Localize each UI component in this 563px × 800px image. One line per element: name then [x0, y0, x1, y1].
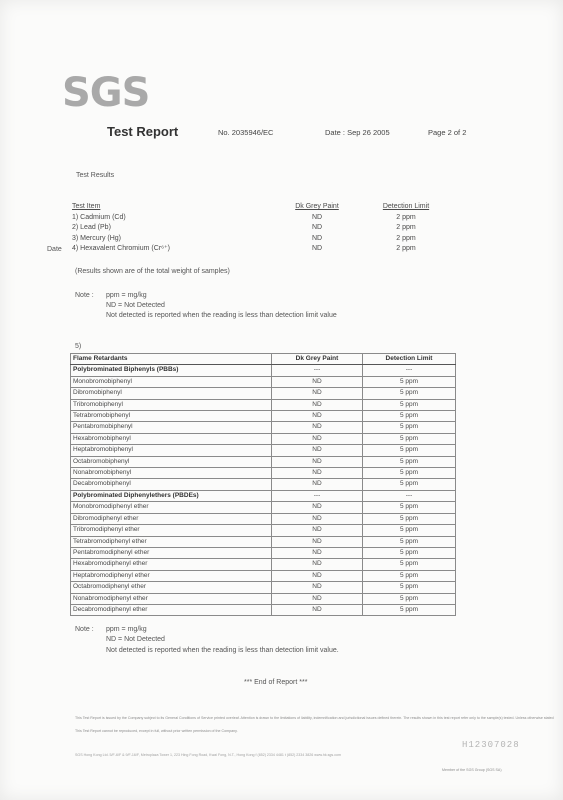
footer-disclaimer: This Test Report is issued by the Company subject to its General Conditions of Service printed overleaf. Attention is drawn to the limitations of liability, indemnification and jurisdictional issues defined therein. The results shown in this test report refer only to the sample(s) tested. Unless otherwise stated: [75, 716, 554, 720]
sgs-logo: SGS: [62, 70, 150, 116]
compound-name: Pentabromobiphenyl: [71, 422, 272, 433]
table-row: [71, 468, 456, 479]
result-value: ND: [311, 213, 323, 221]
detection-limit: 5 ppm: [363, 411, 456, 422]
table-row: [71, 582, 456, 593]
compound-name: Nonabromodiphenyl ether: [71, 593, 272, 604]
stamp-number: H12307028: [462, 740, 520, 750]
note-prefix: Note :: [75, 292, 94, 299]
compound-name: Octabromodiphenyl ether: [71, 582, 272, 593]
compound-name: Tetrabromobiphenyl: [71, 411, 272, 422]
table-group-row: [71, 490, 456, 501]
test-results-label: Test Results: [76, 172, 115, 179]
detection-limit: 5 ppm: [363, 582, 456, 593]
test-item: 4) Hexavalent Chromium (Cr⁶⁺): [72, 245, 170, 252]
compound-name: Monobromodiphenyl ether: [71, 502, 272, 513]
table-row: [71, 570, 456, 581]
flame-retardants-table: [70, 353, 456, 616]
result-value: ND: [311, 234, 323, 242]
table-row: [71, 376, 456, 387]
compound-name: Hexabromobiphenyl: [71, 433, 272, 444]
table-row: [72, 223, 450, 234]
detection-limit: ---: [363, 490, 456, 501]
table-row: [71, 422, 456, 433]
column-header: Flame Retardants: [71, 354, 272, 365]
table-row: [71, 547, 456, 558]
result-value: ND: [272, 570, 363, 581]
result-value: ND: [311, 224, 323, 231]
table-row: [72, 234, 450, 245]
table-row: [72, 213, 450, 224]
note-line: Not detected is reported when the reading is less than detection limit value.: [106, 647, 339, 654]
result-value: ND: [272, 559, 363, 570]
detection-limit: 5 ppm: [363, 433, 456, 444]
section-number: 5): [75, 343, 82, 350]
compound-name: Tribromobiphenyl: [71, 399, 272, 410]
compound-name: Polybrominated Biphenyls (PBBs): [71, 365, 272, 376]
result-value: ND: [272, 547, 363, 558]
note-line: Not detected is reported when the reading is less than detection limit value: [106, 312, 337, 319]
detection-limit: 5 ppm: [363, 468, 456, 479]
table-row: [71, 456, 456, 467]
compound-name: Nonabromobiphenyl: [71, 468, 272, 479]
detection-limit: ---: [363, 365, 456, 376]
result-value: ND: [272, 604, 363, 615]
detection-limit: 5 ppm: [363, 456, 456, 467]
table-row: [71, 536, 456, 547]
table-row: [71, 502, 456, 513]
result-value: ND: [272, 536, 363, 547]
compound-name: Dibromobiphenyl: [71, 388, 272, 399]
compound-name: Hexabromodiphenyl ether: [71, 559, 272, 570]
result-value: ND: [272, 422, 363, 433]
note-line: ND = Not Detected: [106, 636, 165, 643]
table-row: [71, 513, 456, 524]
detection-limit: 5 ppm: [363, 376, 456, 387]
detection-limit: 5 ppm: [363, 479, 456, 490]
table-row: [71, 479, 456, 490]
result-value: ND: [272, 525, 363, 536]
test-item: 1) Cadmium (Cd): [72, 213, 126, 221]
detection-limit: 5 ppm: [363, 547, 456, 558]
compound-name: Heptabromodiphenyl ether: [71, 570, 272, 581]
results-note: (Results shown are of the total weight of samples): [75, 268, 230, 275]
report-number: No. 2035946/EC: [218, 128, 274, 137]
compound-name: Tetrabromodiphenyl ether: [71, 536, 272, 547]
result-value: ND: [272, 433, 363, 444]
detection-limit: 5 ppm: [363, 445, 456, 456]
column-header: Detection Limit: [363, 354, 456, 365]
detection-limit: 5 ppm: [363, 422, 456, 433]
detection-limit: 2 ppm: [396, 234, 416, 242]
page-number: Page 2 of 2: [428, 128, 467, 137]
detection-limit: 5 ppm: [363, 604, 456, 615]
result-value: ND: [272, 411, 363, 422]
column-header: Detection Limit: [382, 203, 430, 210]
detection-limit: 5 ppm: [363, 593, 456, 604]
table-group-row: [71, 365, 456, 376]
result-value: ND: [272, 445, 363, 456]
result-value: ---: [272, 365, 363, 376]
table-row: [71, 411, 456, 422]
note-line: ppm = mg/kg: [106, 626, 147, 633]
footer-form-code: Member of the SGS Group (SGS SA): [442, 768, 502, 772]
table-row: [71, 445, 456, 456]
table-row: [71, 388, 456, 399]
compound-name: Pentabromodiphenyl ether: [71, 547, 272, 558]
side-date-label: Date: [47, 246, 62, 253]
compound-name: Polybrominated Diphenylethers (PBDEs): [71, 490, 272, 501]
result-value: ND: [272, 399, 363, 410]
result-value: ---: [272, 490, 363, 501]
heavy-metals-table: [72, 202, 450, 255]
detection-limit: 5 ppm: [363, 536, 456, 547]
table-row: [71, 399, 456, 410]
detection-limit: 5 ppm: [363, 513, 456, 524]
detection-limit: 5 ppm: [363, 559, 456, 570]
compound-name: Decabromobiphenyl: [71, 479, 272, 490]
detection-limit: 2 ppm: [396, 245, 416, 252]
result-value: ND: [272, 456, 363, 467]
table-row: [71, 525, 456, 536]
table-header-row: [72, 202, 450, 213]
footer-disclaimer: This Test Report cannot be reproduced, except in full, without prior written permission of the Company.: [75, 729, 238, 733]
table-row: [71, 604, 456, 615]
detection-limit: 5 ppm: [363, 525, 456, 536]
result-value: ND: [272, 376, 363, 387]
detection-limit: 5 ppm: [363, 502, 456, 513]
table-row: [71, 593, 456, 604]
note-line: ppm = mg/kg: [106, 292, 147, 299]
result-value: ND: [272, 388, 363, 399]
compound-name: Decabromodiphenyl ether: [71, 604, 272, 615]
report-date: Date : Sep 26 2005: [325, 128, 390, 137]
table-row: [71, 433, 456, 444]
result-value: ND: [272, 593, 363, 604]
detection-limit: 5 ppm: [363, 399, 456, 410]
result-value: ND: [311, 245, 323, 252]
compound-name: Dibromodiphenyl ether: [71, 513, 272, 524]
result-value: ND: [272, 468, 363, 479]
compound-name: Octabromobiphenyl: [71, 456, 272, 467]
result-value: ND: [272, 582, 363, 593]
table-row: [71, 559, 456, 570]
detection-limit: 5 ppm: [363, 388, 456, 399]
column-header: Dk Grey Paint: [272, 354, 363, 365]
column-header: Test Item: [72, 203, 101, 210]
footer-address: SGS Hong Kong Ltd. 5/F-6/F & 9/F-16/F, Metroplaza Tower 1, 223 Hing Fong Road, Kwai Fong, N.T., Hong Kong f (852) 2334 4481 t (852) 2334 3826 www.hk.sgs.com: [75, 753, 342, 757]
table-header-row: [71, 354, 456, 365]
result-value: ND: [272, 513, 363, 524]
result-value: ND: [272, 479, 363, 490]
detection-limit: 5 ppm: [363, 570, 456, 581]
detection-limit: 2 ppm: [396, 224, 416, 231]
detection-limit: 2 ppm: [396, 213, 416, 221]
table-row: [72, 244, 450, 255]
note-line: ND = Not Detected: [106, 302, 165, 309]
compound-name: Heptabromobiphenyl: [71, 445, 272, 456]
test-item: 3) Mercury (Hg): [72, 234, 122, 242]
column-header: Dk Grey Paint: [295, 203, 339, 210]
note-prefix: Note :: [75, 626, 94, 633]
compound-name: Monobromobiphenyl: [71, 376, 272, 387]
result-value: ND: [272, 502, 363, 513]
report-title: Test Report: [107, 124, 179, 139]
end-of-report: *** End of Report ***: [244, 679, 308, 686]
test-item: 2) Lead (Pb): [72, 224, 111, 231]
compound-name: Tribromodiphenyl ether: [71, 525, 272, 536]
